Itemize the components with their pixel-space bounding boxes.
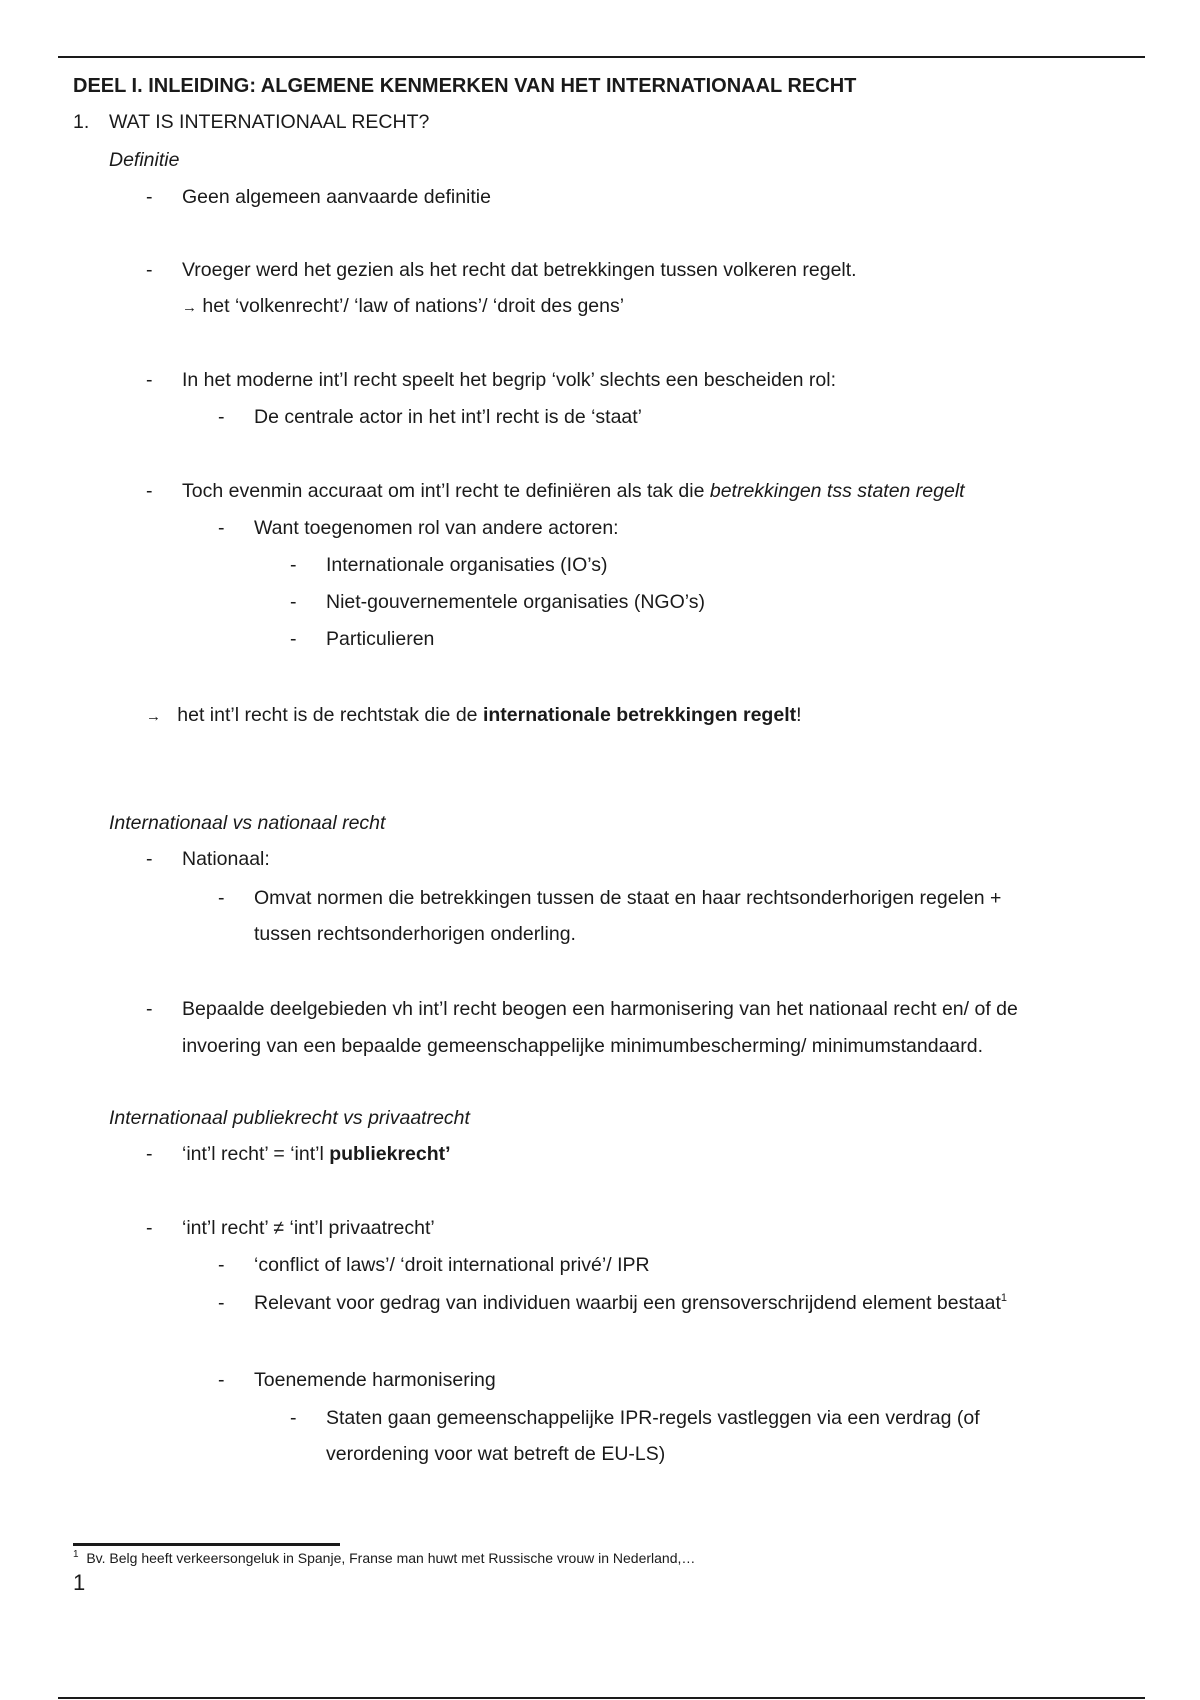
- page-number: 1: [73, 1570, 86, 1595]
- footnote-text: Bv. Belg heeft verkeersongeluk in Spanje, Franse man huwt met Russische vrouw in Nederland,…: [86, 1550, 696, 1566]
- sub-sub-bullet-dash: -: [290, 554, 297, 576]
- conclusion-bold: internationale betrekkingen regelt: [482, 704, 797, 726]
- bullet-dash: -: [146, 186, 153, 208]
- sub-bullet-text: [254, 1291, 1007, 1318]
- footnote-separator: [73, 1543, 340, 1546]
- arrow-icon: →: [146, 708, 161, 725]
- conclusion-punct: !: [796, 704, 802, 726]
- sub-bullet-dash: -: [218, 1292, 225, 1314]
- bullet-text: [182, 479, 965, 503]
- bullet-text: invoering van een bepaalde gemeenschappelijke minimumbescherming/ minimumstandaard.: [182, 1035, 984, 1057]
- list-item: Internationale organisaties (IO’s): [326, 554, 608, 576]
- sub-sub-bullet-dash: -: [290, 591, 297, 613]
- section-number: 1.: [73, 111, 90, 133]
- list-item: Particulieren: [326, 628, 435, 650]
- bullet-dash: -: [146, 480, 153, 502]
- page-heading: DEEL I. INLEIDING: ALGEMENE KENMERKEN VAN HET INTERNATIONAAL RECHT: [73, 75, 857, 97]
- sub-sub-bullet-dash: -: [290, 628, 297, 650]
- arrow-text: het ‘volkenrecht’/ ‘law of nations’/ ‘droit des gens’: [202, 295, 625, 317]
- sub-bullet-dash: -: [218, 406, 225, 428]
- bullet-text: Bepaalde deelgebieden vh int’l recht beogen een harmonisering van het nationaal recht en/ of de: [182, 998, 1018, 1020]
- subheading-definitie: Definitie: [109, 149, 180, 171]
- list-item: Niet-gouvernementele organisaties (NGO’s): [326, 591, 705, 613]
- bullet-text: ‘int’l recht’ ≠ ‘int’l privaatrecht’: [182, 1217, 435, 1239]
- sub-sub-bullet-dash: -: [290, 1407, 297, 1429]
- bullet-dash: -: [146, 998, 153, 1020]
- sub-bullet-dash: -: [218, 887, 225, 909]
- bullet-text: Vroeger werd het gezien als het recht dat betrekkingen tussen volkeren regelt.: [182, 259, 857, 281]
- sub-bullet-dash: -: [218, 1369, 225, 1391]
- footnote-reference[interactable]: 1: [1000, 1292, 1007, 1304]
- bullet-text-part: Toch evenmin accuraat om int’l recht te definiëren als tak die: [182, 480, 710, 502]
- bottom-rule: [58, 1697, 1145, 1699]
- subheading-nationaal: Internationaal vs nationaal recht: [109, 812, 386, 834]
- sub-bullet-text: Omvat normen die betrekkingen tussen de staat en haar rechtsonderhorigen regelen +: [254, 887, 1002, 909]
- arrow-icon: →: [182, 299, 197, 316]
- footnote: [73, 1550, 695, 1566]
- sub-bullet-dash: -: [218, 1254, 225, 1276]
- sub-bullet-text-part: Relevant voor gedrag van individuen waarbij een grensoverschrijdend element bestaat: [254, 1292, 1001, 1314]
- footnote-mark: 1: [73, 1549, 79, 1560]
- sub-bullet-text: tussen rechtsonderhorigen onderling.: [254, 923, 576, 945]
- bullet-text: Nationaal:: [182, 848, 270, 870]
- sub-bullet-text: ‘conflict of laws’/ ‘droit international privé’/ IPR: [254, 1254, 650, 1276]
- bullet-text-emphasis: betrekkingen tss staten regelt: [709, 480, 965, 502]
- sub-sub-bullet-text: verordening voor wat betreft de EU-LS): [326, 1443, 666, 1465]
- sub-bullet-dash: -: [218, 517, 225, 539]
- bullet-text-bold: publiekrecht’: [329, 1143, 451, 1165]
- sub-bullet-text: Toenemende harmonisering: [254, 1369, 496, 1391]
- conclusion-line: [146, 703, 802, 729]
- arrow-line: [182, 294, 624, 320]
- subheading-publiek-privaat: Internationaal publiekrecht vs privaatrecht: [109, 1107, 470, 1129]
- sub-sub-bullet-text: Staten gaan gemeenschappelijke IPR-regels vastleggen via een verdrag (of: [326, 1407, 980, 1429]
- bullet-dash: -: [146, 1217, 153, 1239]
- sub-bullet-text: Want toegenomen rol van andere actoren:: [254, 517, 619, 539]
- bullet-dash: -: [146, 259, 153, 281]
- bullet-dash: -: [146, 848, 153, 870]
- section-title: WAT IS INTERNATIONAAL RECHT?: [109, 111, 430, 133]
- sub-bullet-text: De centrale actor in het int’l recht is de ‘staat’: [254, 406, 643, 428]
- bullet-text-part: ‘int’l recht’ = ‘int’l: [182, 1143, 330, 1165]
- conclusion-text: het int’l recht is de rechtstak die de: [177, 704, 483, 726]
- bullet-dash: -: [146, 1143, 153, 1165]
- bullet-text: Geen algemeen aanvaarde definitie: [182, 186, 491, 208]
- bullet-text: [182, 1142, 451, 1166]
- bullet-dash: -: [146, 369, 153, 391]
- bullet-text: In het moderne int’l recht speelt het begrip ‘volk’ slechts een bescheiden rol:: [182, 369, 836, 391]
- top-rule: [58, 56, 1145, 58]
